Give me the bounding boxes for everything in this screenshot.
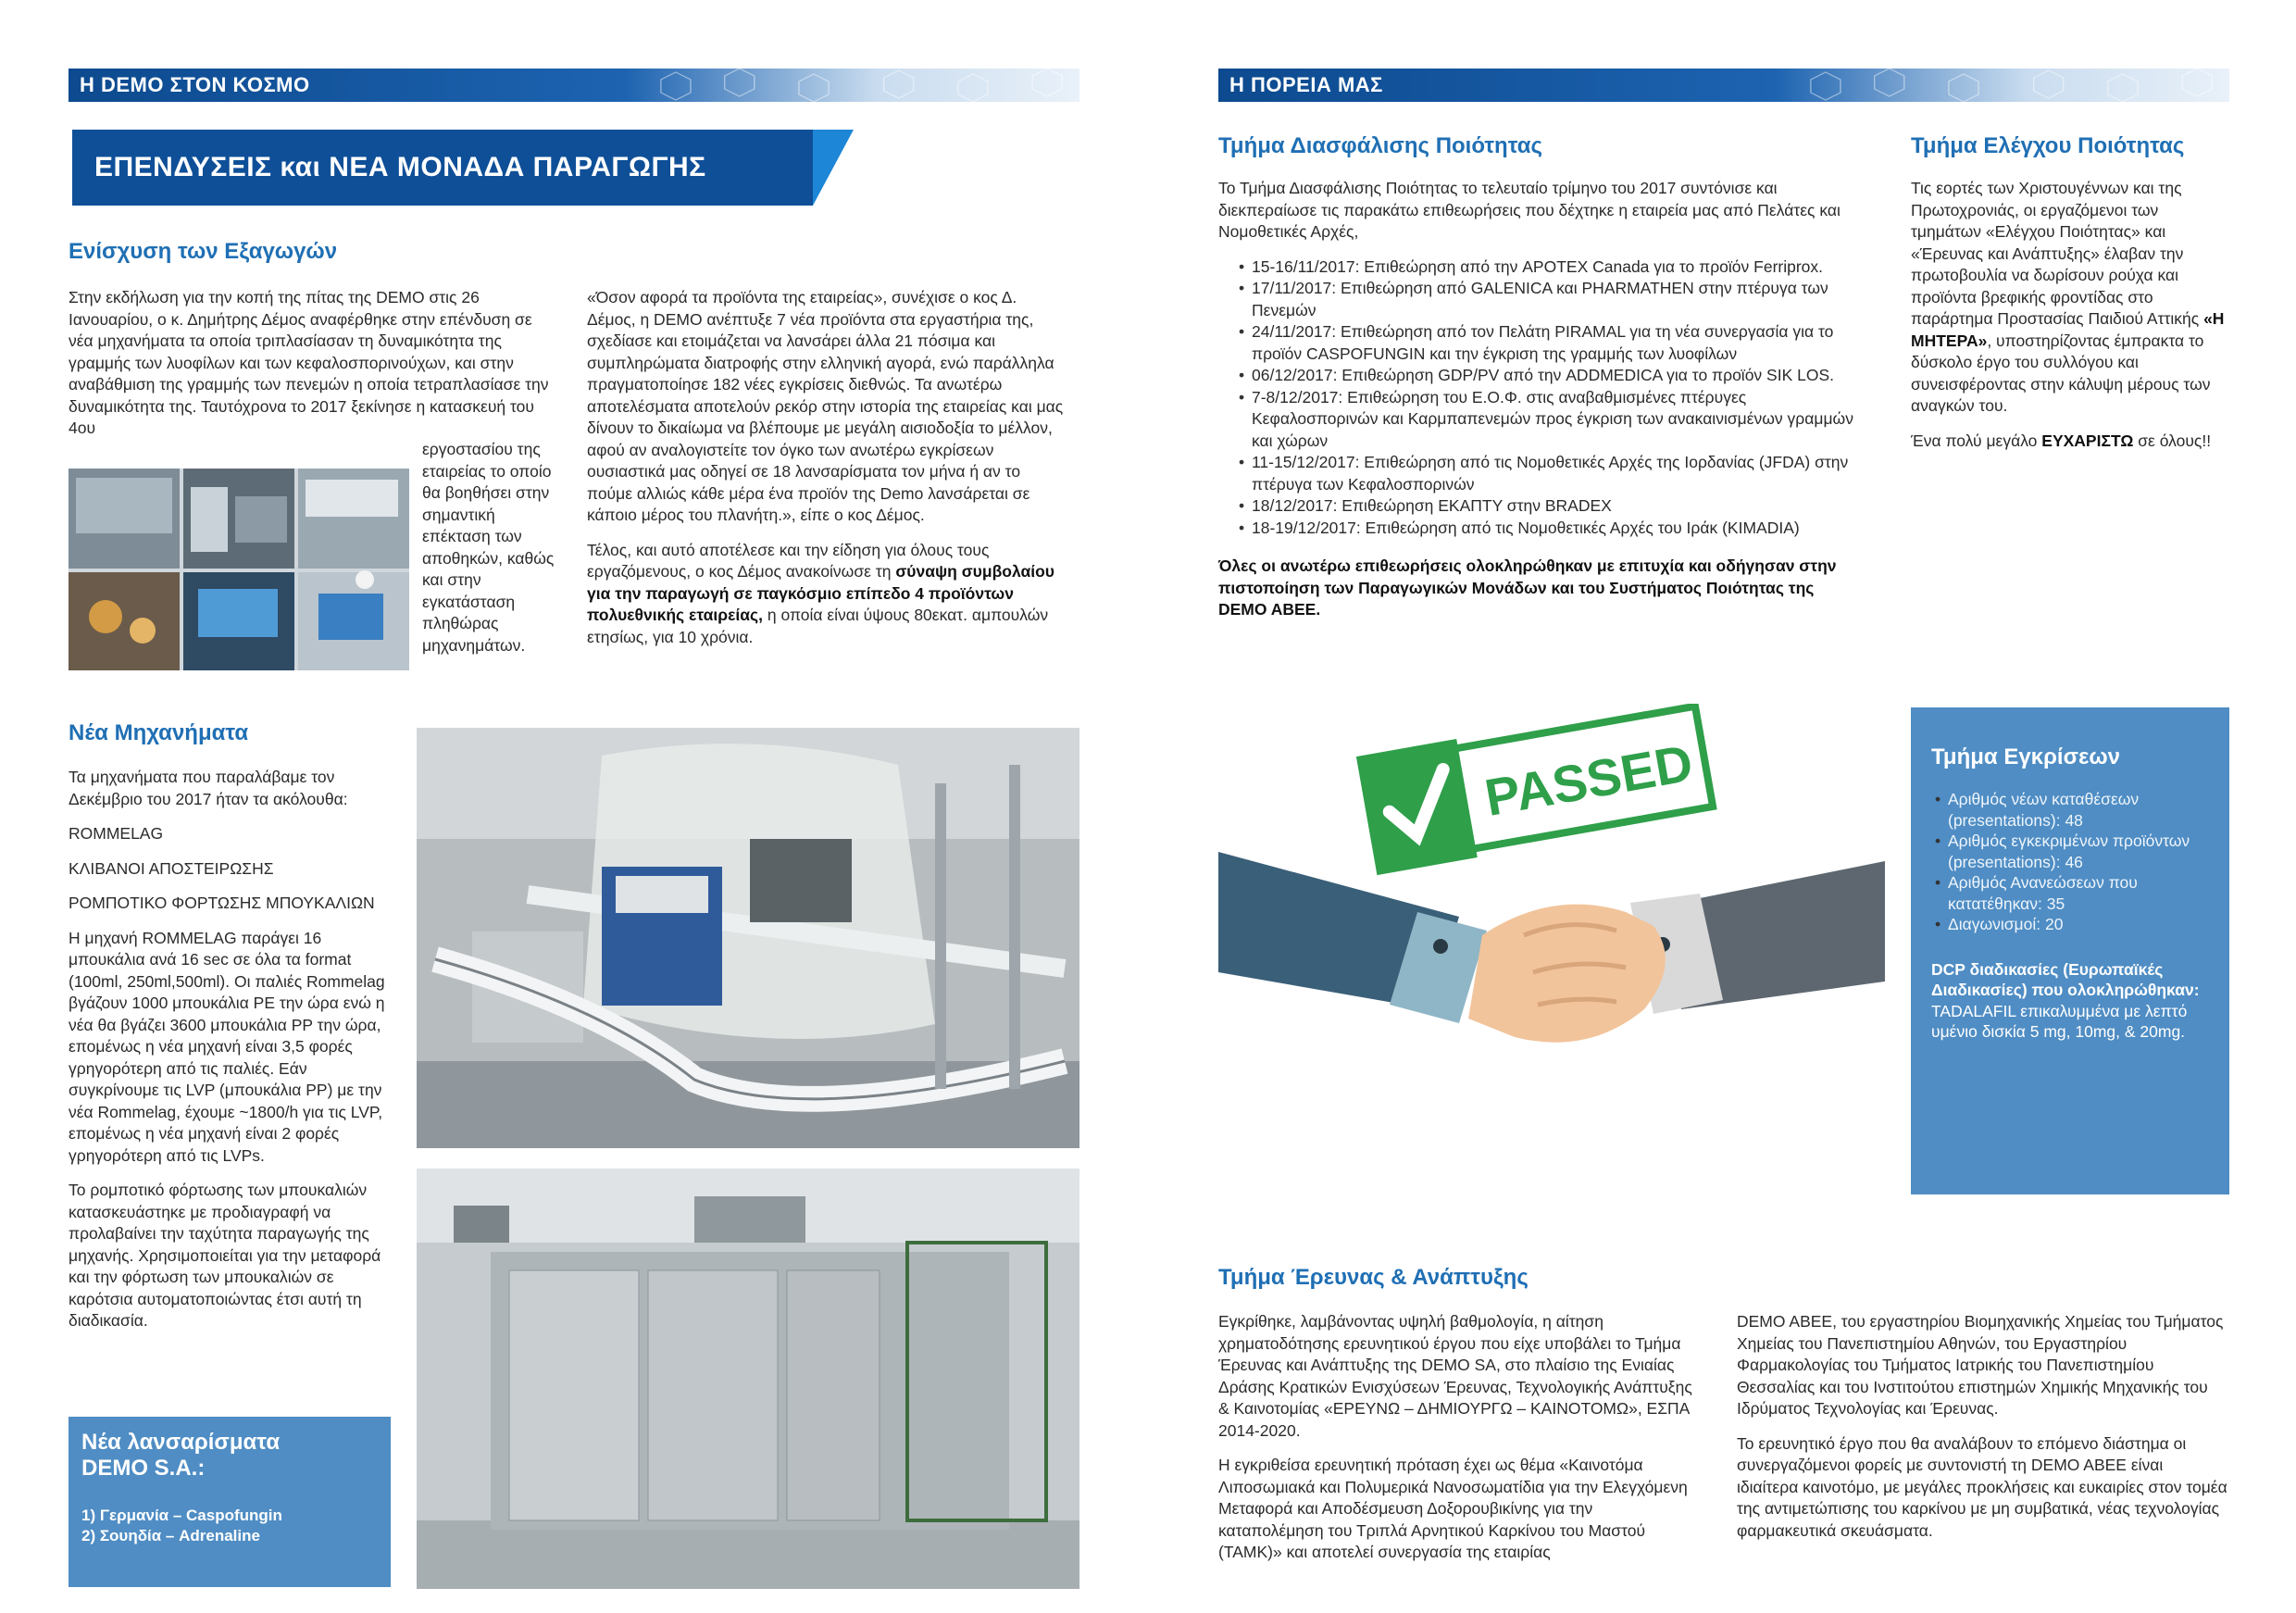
launches-box	[69, 1417, 391, 1587]
launches-title: Νέα λανσαρίσματα DEMO S.A.:	[81, 1430, 281, 1481]
section-band-right	[1218, 69, 2229, 102]
approvals-heading: Τμήμα Εγκρίσεων	[1931, 744, 2121, 769]
qc-text	[1911, 178, 2227, 465]
rnd-col1-p1: Εγκρίθηκε, λαμβάνοντας υψηλή βαθμολογία, η αίτηση χρηματοδότησης ερευνητικού έργου που είχε υποβάλει το Τμήμα Έρευνας και Ανάπτυξης της DEMO SA, στο πλαίσιο της Ενιαίας Δράσης Κρατικών Ενισχύσεων Έρευνας, Τεχνολογικής Ανάπτυξης & Καινοτομίας «ΕΡΕΥΝΩ – ΔΗΜΙΟΥΡΓΩ – ΚΑΙΝΟΤΟΜΩ», ΕΣΠΑ 2014-2020.	[1218, 1312, 1692, 1440]
qa-closing: Όλες οι ανωτέρω επιθεωρήσεις ολοκληρώθηκαν με επιτυχία και οδήγησαν στην πιστοποίηση των Παραγωγικών Μονάδων και του Συστήματος Ποιότητας της DEMO ABEE.	[1218, 556, 1837, 619]
sterilizer-machine-image	[417, 1169, 1079, 1589]
list-item: • 15-16/11/2017: Επιθεώρηση από την APOTEX Canada για το προϊόν Ferriprox.	[1252, 256, 1857, 279]
qa-inspection-list	[1218, 256, 1857, 540]
factory-collage-image	[69, 469, 409, 670]
list-item: • 18/12/2017: Επιθεώρηση ΕΚΑΠΤΥ στην BRADEX	[1252, 495, 1857, 518]
main-title: ΕΠΕΝΔΥΣΕΙΣ και ΝΕΑ ΜΟΝΑΔΑ ΠΑΡΑΓΩΓΗΣ	[94, 152, 706, 182]
exports-heading: Ενίσχυση των Εξαγωγών	[69, 239, 338, 264]
machines-heading: Νέα Μηχανήματα	[69, 720, 249, 745]
machines-item: ROMMELAG	[69, 824, 164, 843]
approvals-box	[1911, 707, 2229, 1194]
list-item: • Αριθμός εγκεκριμένων προϊόντων (presentations): 46	[1948, 831, 2209, 872]
exports-col2-p1: «Όσον αφορά τα προϊόντα της εταιρείας», συνέχισε ο κος Δ. Δέμος, η DEMO ανέπτυξε 7 νέα προϊόντα στα εργαστήρια της, σχεδίασε και ετοιμάζεται να λανσάρει άλλα 21 πόσιμα και συμπληρώματα διατροφής στην ελληνική αγορά, ενώ παράλληλα πραγματοποίησε 182 νέες εγκρίσεις διεθνώς. Τα ανωτέρω αποτελέσματα αποτελούν ρεκόρ στην ιστορία της εταιρείας και μας δίνουν το δικαίωμα να βλέπουμε με μεγάλη αισιοδοξία το μέλλον, αφού αν αναλογιστείτε τον όγκο των ανωτέρω εγκρίσεων ουσιαστικά μας οδηγεί σε 18 λανσαρίσματα τον μήνα ή αν το πούμε αλλιώς κάθε μέρα ένα προϊόν της Demo λανσάρεται σε κάποιο μέρος του πλανήτη.», είπε ο κος Δέμος.	[587, 288, 1064, 524]
list-item: • 24/11/2017: Επιθεώρηση από τον Πελάτη PIRAMAL για τη νέα συνεργασία για το προϊόν CASPOFUNGIN και την έγκριση της γραμμής των λυοφίλων	[1252, 321, 1857, 365]
machines-text	[69, 767, 393, 1345]
handshake-passed-illustration	[1218, 704, 1885, 1093]
rnd-col2-p2: Το ερευνητικό έργο που θα αναλάβουν το επόμενο διάστημα οι συνεργαζόμενοι φορείς με συντονιστή τη DEMO ABEE είναι ιδιαίτερα καινοτόμο, με μεγάλες προκλήσεις και ευκαιρίες στον τομέα της αντιμετώπισης του καρκίνου με μη συμβατικά, νέας τεχνολογίας φαρμακευτικά σκευάσματα.	[1737, 1433, 2227, 1540]
machines-intro: Τα μηχανήματα που παραλάβαμε τον Δεκέμβριο του 2017 ήταν τα ακόλουθα:	[69, 768, 348, 808]
hexagon-pattern-icon	[655, 69, 1079, 102]
section-band-left	[69, 69, 1079, 102]
approvals-list	[1931, 789, 2209, 935]
qa-intro: Το Τμήμα Διασφάλισης Ποιότητας το τελευταίο τρίμηνο του 2017 συντόνισε και διεκπεραίωσε τις παρακάτω επιθεωρήσεις που δέχτηκε η εταιρεία μας από Πελάτες και Νομοθετικές Αρχές,	[1218, 179, 1841, 241]
list-item: • 17/11/2017: Επιθεώρηση από GALENICA και PHARMATHEN στην πτέρυγα των Πενεμών	[1252, 278, 1857, 321]
exports-col1-top: Στην εκδήλωση για την κοπή της πίτας της DEMO στις 26 Ιανουαρίου, ο κ. Δημήτρης Δέμος αναφέρθηκε στην επένδυση σε νέα μηχανήματα τα οποία τριπλασίασαν τη δυναμικότητα της γραμμής των λυοφίλων και των κεφαλοσπορινούχων, και στην αναβάθμιση της γραμμής των πενεμών η οποία τετραπλασίασε την δυναμικότητα της. Ταυτόχρονα το 2017 ξεκίνησε η κατασκευή του 4ου	[69, 288, 549, 437]
conveyor-machine-image	[417, 728, 1079, 1148]
qc-p1: Τις εορτές των Χριστουγέννων και της Πρωτοχρονιάς, οι εργαζόμενοι των τμημάτων «Ελέγχου Ποιότητας» και «Έρευνας και Ανάπτυξης» έλαβαν την πρωτοβουλία να δωρίσουν ρούχα και προϊόντα βρεφικής φροντίδας στο παράρτημα Προστασίας Παιδιού Αττικής «Η ΜΗΤΕΡΑ», υποστηρίζοντας έμπρακτα το δύσκολο έργο του συλλόγου και συνεισφέροντας στην κάλυψη μέρους των αναγκών του.	[1911, 179, 2225, 415]
dcp-text: TADALAFIL επικαλυμμένα με λεπτό υμένιο δισκία 5 mg, 10mg, & 20mg.	[1931, 1001, 2188, 1041]
handshake-icon	[1218, 704, 1885, 1093]
machines-item: ΚΛΙΒΑΝΟΙ ΑΠΟΣΤΕΙΡΩΣΗΣ	[69, 858, 274, 878]
exports-col1-side: εργοστασίου της εταιρείας το οποίο θα βοηθήσει στην σημαντική επέκταση των αποθηκών, καθώς και στην εγκατάσταση πληθώρας μηχανημάτων.	[422, 440, 555, 655]
launches-item: 1) Γερμανία – Caspofungin	[81, 1507, 282, 1524]
section-band-title: Η ΠΟΡΕΙΑ ΜΑΣ	[1229, 73, 1383, 96]
list-item: • Αριθμός Ανανεώσεων που κατατέθηκαν: 35	[1948, 872, 2209, 914]
qc-p2: Ένα πολύ μεγάλο ΕΥΧΑΡΙΣΤΩ σε όλους!!	[1911, 431, 2212, 450]
rnd-col2	[1737, 1311, 2227, 1555]
main-title-box	[72, 130, 813, 206]
rnd-heading: Τμήμα Έρευνας & Ανάπτυξης	[1218, 1265, 1529, 1290]
qa-heading: Τμήμα Διασφάλισης Ποιότητας	[1218, 133, 1542, 158]
exports-col2-p2: Τέλος, και αυτό αποτέλεσε και την είδηση για όλους τους εργαζόμενους, ο κος Δέμος ανακοίνωσε τη σύναψη συμβολαίου για την παραγωγή σε παγκόσμιο επίπεδο 4 προϊόντων πολυεθνικής εταιρείας, η οποία είναι ύψους 80εκατ. αμπουλών ετησίως, για 10 χρόνια.	[587, 540, 1054, 646]
machines-item: ΡΟΜΠΟΤΙΚΟ ΦΟΡΤΩΣΗΣ ΜΠΟΥΚΑΛΙΩΝ	[69, 894, 375, 912]
section-band-title: Η DEMO ΣΤΟΝ ΚΟΣΜΟ	[80, 73, 310, 96]
list-item: • 7-8/12/2017: Επιθεώρηση του Ε.Ο.Φ. στις αναβαθμισμένες πτέρυγες Κεφαλοσπορινών και Καρμπαπενεμών προς έγκριση των ανακαινισμένων γραμμών και χώρων	[1252, 387, 1857, 453]
launches-item: 2) Σουηδία – Adrenaline	[81, 1527, 260, 1544]
hexagon-pattern-icon	[1804, 69, 2229, 102]
exports-col2	[587, 287, 1068, 661]
rnd-col2-p1: DEMO ABEE, του εργαστηρίου Βιομηχανικής Χημείας του Τμήματος Χημείας του Πανεπιστημίου Αθηνών, του Εργαστηρίου Φαρμακολογίας του Τμήματος Ιατρικής του Πανεπιστημίου Θεσσαλίας και του Ινστιτούτου επιστημών Χημικής Μηχανικής του Ιδρύματος Τεχνολογίας και Έρευνας.	[1737, 1312, 2224, 1418]
list-item: • 11-15/12/2017: Επιθεώρηση από τις Νομοθετικές Αρχές της Ιορδανίας (JFDA) στην πτέρυγα των Κεφαλοσπορινών	[1252, 452, 1857, 495]
list-item: • Διαγωνισμοί: 20	[1948, 914, 2209, 935]
dcp-title: DCP διαδικασίες (Ευρωπαϊκές Διαδικασίες) που ολοκληρώθηκαν:	[1931, 959, 2200, 999]
machines-p1: Η μηχανή ROMMELAG παράγει 16 μπουκάλια ανά 16 sec σε όλα τα format (100ml, 250ml,500ml). Οι παλιές Rommelag βγάζουν 1000 μπουκάλια PE την ώρα ενώ η νέα θα βγάζει 3600 μπουκάλια PP την ώρα, επομένως η νέα μηχανή είναι 3,5 φορές γρηγορότερη από τις παλιές. Εάν συγκρίνουμε τις LVP (μπουκάλια PP) με την νέα Rommelag, έχουμε ~1800/h για τις LVP, επομένως η νέα μηχανή είναι 2 φορές γρηγορότερη από τις LVPs.	[69, 928, 385, 1165]
list-item: • 06/12/2017: Επιθεώρηση GDP/PV από την ADDMEDICA για το προϊόν SIK LOS.	[1252, 365, 1857, 387]
list-item: • Αριθμός νέων καταθέσεων (presentations): 48	[1948, 789, 2209, 831]
rnd-col1	[1218, 1311, 1702, 1577]
stamp-text: PASSED	[1480, 732, 1697, 828]
rnd-col1-p2: Η εγκριθείσα ερευνητική πρόταση έχει ως θέμα «Καινοτόμα Λιποσωμιακά και Πολυμερικά Νανοσωματίδια για την Ελεγχόμενη Μεταφορά και Αποδέσμευση Δοξορουβικίνης για την καταπολέμηση του Τριπλά Αρνητικού Καρκίνου του Μαστού (ΤΑΜΚ)» και αποτελεί συνεργασία της εταιρίας	[1218, 1456, 1688, 1561]
qc-heading: Τμήμα Ελέγχου Ποιότητας	[1911, 133, 2185, 158]
machines-p2: Το ρομποτικό φόρτωσης των μπουκαλιών κατασκευάστηκε με προδιαγραφή να προλαβαίνει την ταχύτητα παραγωγής της μηχανής. Χρησιμοποιείται για την μεταφορά και την φόρτωση των μπουκαλιών σε καρότσια αυτοματοποιώντας έτσι αυτή τη διαδικασία.	[69, 1181, 381, 1330]
list-item: • 18-19/12/2017: Επιθεώρηση από τις Νομοθετικές Αρχές του Ιράκ (KIMADIA)	[1252, 518, 1857, 540]
qa-text	[1218, 178, 1857, 634]
